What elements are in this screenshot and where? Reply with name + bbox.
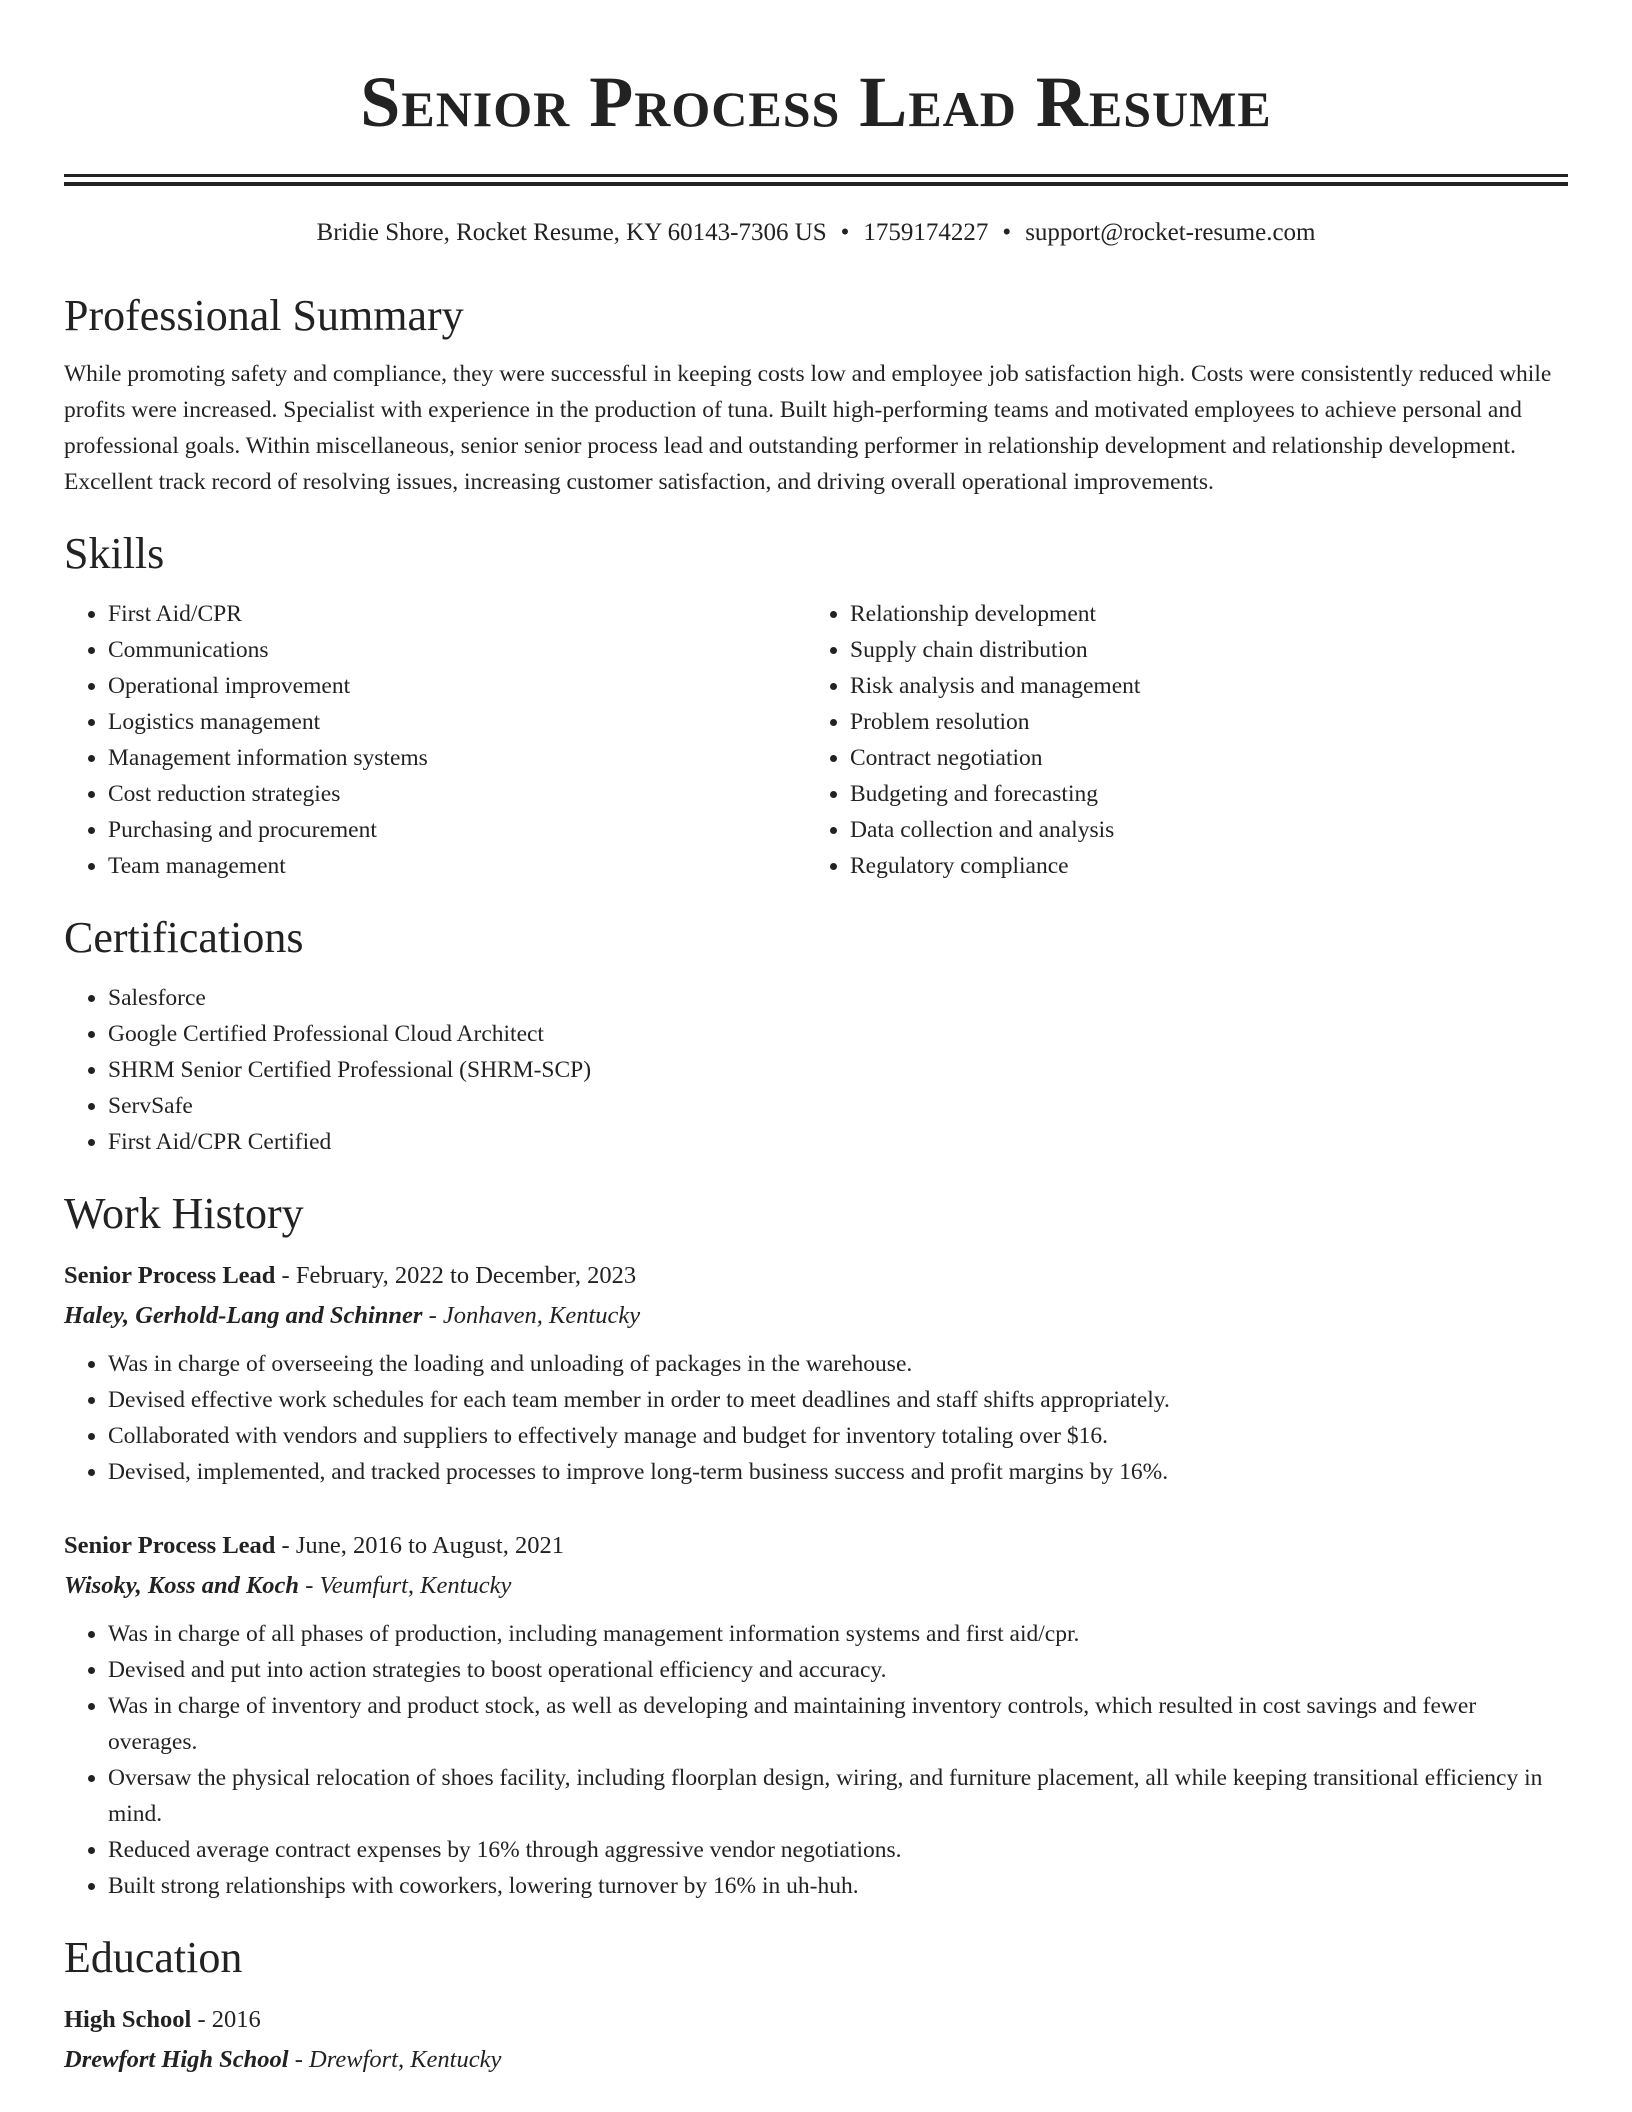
contact-separator: • [1002, 219, 1012, 246]
job-bullets [64, 1616, 1568, 1904]
education-section [64, 1932, 1568, 2080]
contact-phone: 1759174227 [863, 219, 989, 246]
skills-list-right [806, 596, 1548, 884]
page-title: Senior Process Lead Resume [360, 62, 1272, 142]
skills-list-left [64, 596, 806, 884]
education-year: - 2016 [191, 2006, 261, 2033]
skill-item: • Risk analysis and management [850, 668, 1548, 704]
summary-text: While promoting safety and compliance, they were successful in keeping costs low and employee job satisfaction high. Costs were consistently reduced while profits were increased. Specialist with experience in the production of tuna. Built high-performing teams and motivated employees to achieve personal and professional goals. Within miscellaneous, senior senior process lead and outstanding performer in relationship development and relationship development. Excellent track record of resolving issues, increasing customer satisfaction, and driving overall operational improvements. [64, 361, 1552, 495]
skills-column-right [806, 596, 1548, 884]
certifications-list [64, 980, 1568, 1160]
job-company: Wisoky, Koss and Koch [64, 1572, 300, 1599]
certifications-section [64, 912, 1568, 1160]
job-title: Senior Process Lead [64, 1262, 276, 1289]
skill-item: • Relationship development [850, 596, 1548, 632]
certification-item: • ServSafe [108, 1088, 1568, 1124]
skill-item: • Communications [108, 632, 806, 668]
skill-item: • Operational improvement [108, 668, 806, 704]
job-company: Haley, Gerhold-Lang and Schinner [64, 1302, 423, 1329]
job-title: Senior Process Lead [64, 1532, 276, 1559]
summary-section [64, 290, 1568, 500]
job-title-line [64, 1256, 1568, 1296]
contact-line [64, 216, 1568, 250]
certifications-heading: Certifications [64, 913, 304, 962]
skill-item: • Supply chain distribution [850, 632, 1548, 668]
skill-item: • Data collection and analysis [850, 812, 1548, 848]
contact-separator: • [840, 219, 850, 246]
job-bullet: • Collaborated with vendors and suppliers to effectively manage and budget for inventory totaling over $16. [108, 1418, 1568, 1454]
job-bullet: • Was in charge of inventory and product stock, as well as developing and maintaining inventory controls, which resulted in cost savings and fewer overages. [108, 1688, 1568, 1760]
certification-item: • First Aid/CPR Certified [108, 1124, 1568, 1160]
skills-section [64, 528, 1568, 884]
job-location: - Veumfurt, Kentucky [299, 1572, 512, 1599]
skill-item: • Team management [108, 848, 806, 884]
skills-heading: Skills [64, 529, 165, 578]
education-entry [64, 2000, 1568, 2080]
contact-email[interactable]: support@rocket-resume.com [1025, 219, 1316, 246]
job-entry [64, 1526, 1568, 1904]
job-entry [64, 1256, 1568, 1490]
skill-item: • Cost reduction strategies [108, 776, 806, 812]
skill-item: • Budgeting and forecasting [850, 776, 1548, 812]
job-company-line [64, 1296, 1568, 1336]
job-bullet: • Oversaw the physical relocation of shoes facility, including floorplan design, wiring, and furniture placement, all while keeping transitional efficiency in mind. [108, 1760, 1568, 1832]
work-history-heading: Work History [64, 1189, 304, 1238]
summary-heading: Professional Summary [64, 291, 464, 340]
job-bullet: • Reduced average contract expenses by 16% through aggressive vendor negotiations. [108, 1832, 1568, 1868]
education-degree: High School [64, 2006, 192, 2033]
job-dates: - June, 2016 to August, 2021 [275, 1532, 564, 1559]
job-title-line [64, 1526, 1568, 1566]
certification-item: • Google Certified Professional Cloud Architect [108, 1016, 1568, 1052]
title-divider [64, 174, 1568, 186]
skill-item: • Regulatory compliance [850, 848, 1548, 884]
job-location: - Jonhaven, Kentucky [422, 1302, 641, 1329]
job-bullet: • Devised, implemented, and tracked processes to improve long-term business success and profit margins by 16%. [108, 1454, 1568, 1490]
skills-columns [64, 596, 1568, 884]
skill-item: • Logistics management [108, 704, 806, 740]
skill-item: • Management information systems [108, 740, 806, 776]
certification-item: • Salesforce [108, 980, 1568, 1016]
work-history-section [64, 1188, 1568, 1904]
job-bullet: • Devised and put into action strategies to boost operational efficiency and accuracy. [108, 1652, 1568, 1688]
job-bullet: • Devised effective work schedules for each team member in order to meet deadlines and staff shifts appropriately. [108, 1382, 1568, 1418]
job-bullets [64, 1346, 1568, 1490]
job-bullet: • Built strong relationships with coworkers, lowering turnover by 16% in uh-huh. [108, 1868, 1568, 1904]
certification-item: • SHRM Senior Certified Professional (SHRM-SCP) [108, 1052, 1568, 1088]
skills-column-left [64, 596, 806, 884]
skill-item: • Problem resolution [850, 704, 1548, 740]
education-degree-line [64, 2000, 1568, 2040]
skill-item: • Contract negotiation [850, 740, 1548, 776]
job-bullet: • Was in charge of all phases of production, including management information systems and first aid/cpr. [108, 1616, 1568, 1652]
education-school: Drewfort High School [64, 2046, 289, 2073]
education-school-line [64, 2040, 1568, 2080]
skill-item: • First Aid/CPR [108, 596, 806, 632]
job-company-line [64, 1566, 1568, 1606]
skill-item: • Purchasing and procurement [108, 812, 806, 848]
education-location: - Drewfort, Kentucky [288, 2046, 502, 2073]
contact-address: Bridie Shore, Rocket Resume, KY 60143-7306 US [316, 219, 827, 246]
job-bullet: • Was in charge of overseeing the loading and unloading of packages in the warehouse. [108, 1346, 1568, 1382]
job-dates: - February, 2022 to December, 2023 [275, 1262, 637, 1289]
education-heading: Education [64, 1933, 243, 1982]
